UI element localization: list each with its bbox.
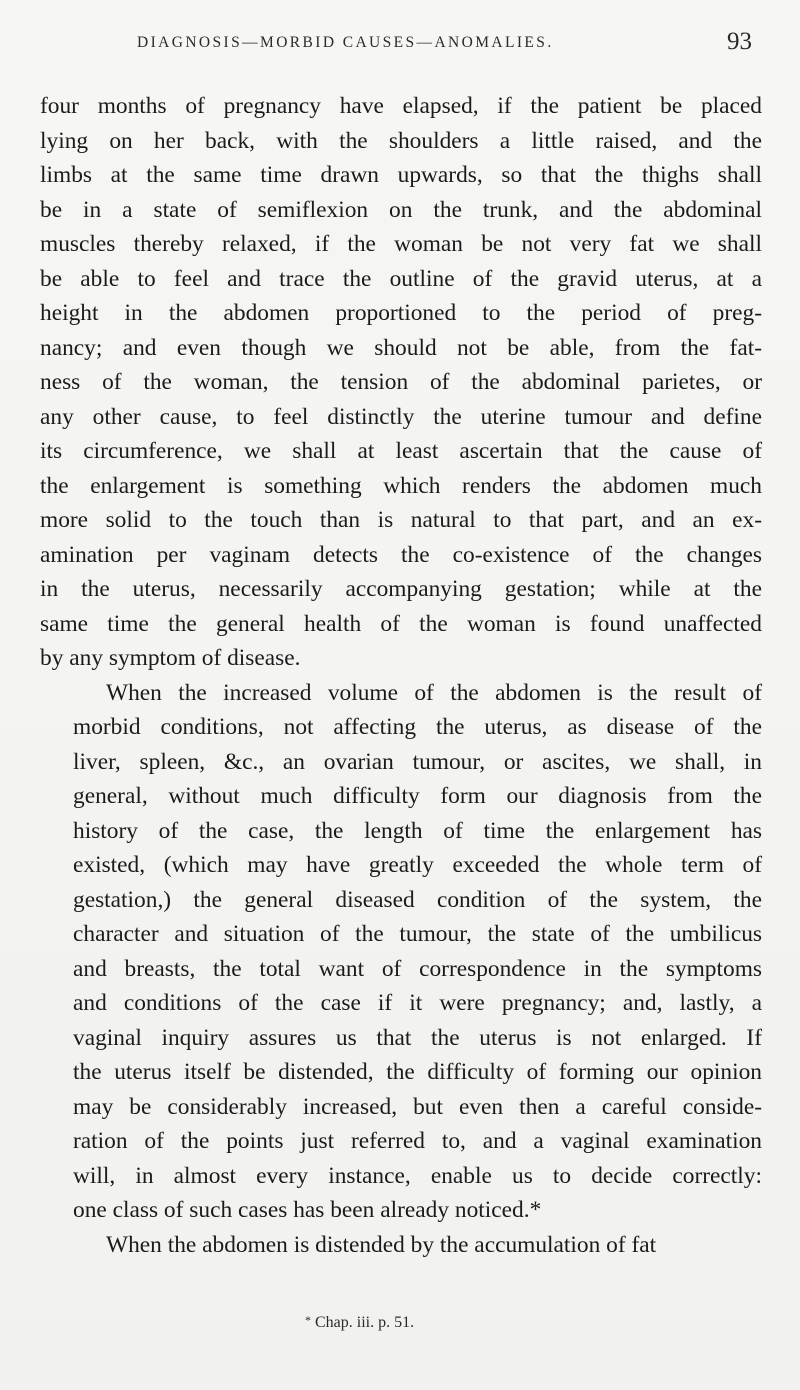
page-number: 93 <box>727 28 752 55</box>
footnote-text: Chap. iii. p. 51. <box>315 1314 415 1331</box>
text-line: morbid conditions, not affecting the uterus, as disease of the <box>73 714 762 740</box>
paragraph <box>40 1228 762 1263</box>
paragraph <box>40 676 762 1228</box>
body-text <box>40 89 762 1262</box>
text-line: the uterus itself be distended, the difficulty of forming our opinion <box>73 1059 762 1085</box>
text-line: history of the case, the length of time the enlargement has <box>73 817 762 844</box>
text-line: character and situation of the tumour, the state of the umbilicus <box>73 921 762 947</box>
text-line: four months of pregnancy have elapsed, if the patient be placed <box>40 93 762 119</box>
text-line: may be considerably increased, but even then a careful conside- <box>73 1093 762 1120</box>
text-line: general, without much difficulty form our diagnosis from the <box>73 783 762 809</box>
text-line: height in the abdomen proportioned to the period of preg- <box>40 300 762 326</box>
text-line: and breasts, the total want of correspondence in the symptoms <box>73 955 762 982</box>
text-line: by any symptom of disease. <box>40 645 301 671</box>
text-line: ness of the woman, the tension of the abdominal parietes, or <box>40 369 762 395</box>
text-line: amination per vaginam detects the co-existence of the changes <box>40 541 762 568</box>
text-line: When the abdomen is distended by the accumulation of fat <box>106 1231 657 1258</box>
text-line: limbs at the same time drawn upwards, so that the thighs shall <box>40 162 762 188</box>
text-line: be in a state of semiflexion on the trunk, and the abdominal <box>40 196 762 223</box>
text-line: existed, (which may have greatly exceeded the whole term of <box>73 852 762 878</box>
text-line: lying on her back, with the shoulders a little raised, and the <box>40 127 762 154</box>
text-line: any other cause, to feel distinctly the uterine tumour and define <box>40 403 762 430</box>
text-line: When the increased volume of the abdomen is the result of <box>106 679 762 706</box>
text-line: liver, spleen, &c., an ovarian tumour, or ascites, we shall, in <box>73 748 762 775</box>
footnote-marker: * <box>305 1313 311 1327</box>
footnote <box>305 1313 414 1332</box>
paragraph <box>40 89 762 676</box>
text-line: ration of the points just referred to, and a vaginal examination <box>73 1128 762 1154</box>
text-line: and conditions of the case if it were pregnancy; and, lastly, a <box>73 990 762 1016</box>
text-line: muscles thereby relaxed, if the woman be not very fat we shall <box>40 231 762 257</box>
text-line: its circumference, we shall at least ascertain that the cause of <box>40 438 762 464</box>
running-head: DIAGNOSIS—MORBID CAUSES—ANOMALIES. <box>137 34 554 51</box>
text-line: in the uterus, necessarily accompanying gestation; while at the <box>40 576 762 602</box>
text-line: gestation,) the general diseased condition of the system, the <box>73 886 762 913</box>
text-line: be able to feel and trace the outline of the gravid uterus, at a <box>40 265 762 292</box>
text-line: same time the general health of the woman is found unaffected <box>40 610 762 637</box>
text-line: one class of such cases has been already noticed.* <box>73 1197 542 1223</box>
text-line: the enlargement is something which renders the abdomen much <box>40 472 762 499</box>
text-line: more solid to the touch than is natural to that part, and an ex- <box>40 507 762 533</box>
text-line: will, in almost every instance, enable us to decide correctly: <box>73 1162 762 1189</box>
text-line: vaginal inquiry assures us that the uterus is not enlarged. If <box>73 1024 762 1051</box>
text-line: nancy; and even though we should not be able, from the fat- <box>40 334 762 361</box>
